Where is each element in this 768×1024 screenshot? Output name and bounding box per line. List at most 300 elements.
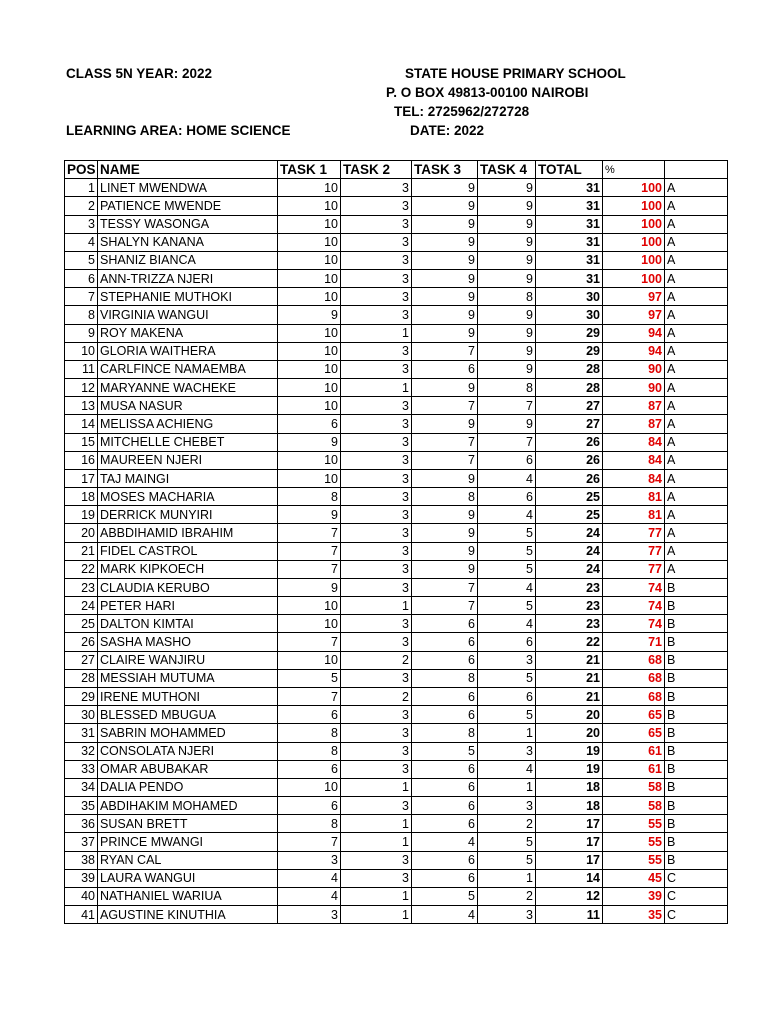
row-task2-score: 1	[341, 887, 412, 905]
row-task2-score: 3	[341, 197, 412, 215]
table-row	[65, 633, 728, 651]
column-header-grade	[665, 161, 728, 179]
row-student-name: SHANIZ BIANCA	[98, 251, 278, 269]
row-total-score: 24	[536, 524, 603, 542]
row-student-name: MESSIAH MUTUMA	[98, 669, 278, 687]
row-task4-score: 7	[478, 397, 536, 415]
row-percent: 58	[603, 778, 665, 796]
row-student-name: MUSA NASUR	[98, 397, 278, 415]
row-percent: 68	[603, 687, 665, 705]
table-row	[65, 360, 728, 378]
row-grade: A	[665, 360, 728, 378]
row-task4-score: 9	[478, 360, 536, 378]
row-task3-score: 9	[412, 379, 478, 397]
row-student-name: FIDEL CASTROL	[98, 542, 278, 560]
row-student-name: BLESSED MBUGUA	[98, 706, 278, 724]
row-percent: 58	[603, 797, 665, 815]
row-task2-score: 1	[341, 379, 412, 397]
row-percent: 84	[603, 451, 665, 469]
row-student-name: DALIA PENDO	[98, 778, 278, 796]
table-row	[65, 833, 728, 851]
row-task2-score: 3	[341, 342, 412, 360]
row-percent: 100	[603, 197, 665, 215]
row-task2-score: 3	[341, 706, 412, 724]
row-task1-score: 10	[278, 397, 341, 415]
row-task2-score: 3	[341, 669, 412, 687]
row-percent: 55	[603, 833, 665, 851]
column-header-task1: TASK 1	[278, 161, 341, 179]
row-task4-score: 5	[478, 542, 536, 560]
row-task4-score: 3	[478, 906, 536, 924]
row-total-score: 11	[536, 906, 603, 924]
row-task4-score: 3	[478, 797, 536, 815]
row-grade: A	[665, 488, 728, 506]
row-total-score: 24	[536, 560, 603, 578]
row-grade: B	[665, 760, 728, 778]
row-student-name: ANN-TRIZZA NJERI	[98, 270, 278, 288]
row-total-score: 25	[536, 506, 603, 524]
row-grade: A	[665, 306, 728, 324]
row-task1-score: 10	[278, 342, 341, 360]
row-task2-score: 1	[341, 906, 412, 924]
row-task2-score: 3	[341, 433, 412, 451]
row-task4-score: 9	[478, 197, 536, 215]
row-task2-score: 1	[341, 815, 412, 833]
row-position: 13	[65, 397, 98, 415]
row-percent: 74	[603, 578, 665, 596]
table-row	[65, 560, 728, 578]
row-task2-score: 3	[341, 760, 412, 778]
row-task1-score: 10	[278, 778, 341, 796]
row-task4-score: 8	[478, 288, 536, 306]
row-task3-score: 6	[412, 687, 478, 705]
row-student-name: MARK KIPKOECH	[98, 560, 278, 578]
row-task3-score: 5	[412, 887, 478, 905]
row-student-name: LAURA WANGUI	[98, 869, 278, 887]
row-task3-score: 6	[412, 633, 478, 651]
row-student-name: CLAUDIA KERUBO	[98, 578, 278, 596]
row-percent: 90	[603, 360, 665, 378]
row-task3-score: 6	[412, 869, 478, 887]
row-task2-score: 1	[341, 324, 412, 342]
row-total-score: 21	[536, 651, 603, 669]
row-task4-score: 9	[478, 342, 536, 360]
row-task2-score: 3	[341, 306, 412, 324]
table-row	[65, 887, 728, 905]
row-grade: B	[665, 851, 728, 869]
row-percent: 45	[603, 869, 665, 887]
row-position: 18	[65, 488, 98, 506]
row-task4-score: 4	[478, 615, 536, 633]
row-position: 21	[65, 542, 98, 560]
row-task1-score: 7	[278, 833, 341, 851]
row-student-name: TESSY WASONGA	[98, 215, 278, 233]
row-position: 41	[65, 906, 98, 924]
row-task4-score: 6	[478, 488, 536, 506]
row-task3-score: 5	[412, 742, 478, 760]
row-task2-score: 3	[341, 869, 412, 887]
row-task3-score: 8	[412, 488, 478, 506]
row-total-score: 24	[536, 542, 603, 560]
row-task2-score: 3	[341, 451, 412, 469]
row-student-name: PETER HARI	[98, 597, 278, 615]
row-task4-score: 9	[478, 415, 536, 433]
row-task3-score: 7	[412, 578, 478, 596]
row-percent: 61	[603, 742, 665, 760]
table-row	[65, 433, 728, 451]
row-student-name: MAUREEN NJERI	[98, 451, 278, 469]
row-task3-score: 8	[412, 669, 478, 687]
row-total-score: 19	[536, 760, 603, 778]
row-task2-score: 1	[341, 597, 412, 615]
row-position: 37	[65, 833, 98, 851]
row-student-name: PRINCE MWANGI	[98, 833, 278, 851]
row-position: 19	[65, 506, 98, 524]
row-total-score: 17	[536, 815, 603, 833]
row-percent: 100	[603, 179, 665, 197]
row-grade: B	[665, 615, 728, 633]
row-percent: 87	[603, 415, 665, 433]
row-total-score: 25	[536, 488, 603, 506]
row-task2-score: 3	[341, 469, 412, 487]
row-percent: 39	[603, 887, 665, 905]
row-task3-score: 9	[412, 197, 478, 215]
column-header-percent: %	[603, 161, 665, 179]
row-total-score: 12	[536, 887, 603, 905]
row-position: 25	[65, 615, 98, 633]
row-student-name: ABDIHAKIM MOHAMED	[98, 797, 278, 815]
row-task2-score: 3	[341, 397, 412, 415]
table-row	[65, 797, 728, 815]
row-student-name: VIRGINIA WANGUI	[98, 306, 278, 324]
row-student-name: DERRICK MUNYIRI	[98, 506, 278, 524]
row-task2-score: 3	[341, 360, 412, 378]
row-task1-score: 10	[278, 197, 341, 215]
table-row	[65, 815, 728, 833]
row-task4-score: 4	[478, 469, 536, 487]
row-task3-score: 6	[412, 760, 478, 778]
row-student-name: CLAIRE WANJIRU	[98, 651, 278, 669]
row-total-score: 29	[536, 342, 603, 360]
table-row	[65, 506, 728, 524]
row-task4-score: 9	[478, 324, 536, 342]
row-task3-score: 6	[412, 797, 478, 815]
table-row	[65, 379, 728, 397]
row-task1-score: 3	[278, 851, 341, 869]
row-position: 26	[65, 633, 98, 651]
row-task1-score: 10	[278, 179, 341, 197]
row-total-score: 30	[536, 288, 603, 306]
row-task4-score: 9	[478, 251, 536, 269]
row-position: 28	[65, 669, 98, 687]
school-telephone: TEL: 2725962/272728	[394, 104, 530, 119]
row-percent: 97	[603, 288, 665, 306]
row-task2-score: 3	[341, 288, 412, 306]
row-task2-score: 3	[341, 742, 412, 760]
row-grade: A	[665, 524, 728, 542]
row-task4-score: 9	[478, 179, 536, 197]
row-total-score: 21	[536, 687, 603, 705]
table-row	[65, 488, 728, 506]
row-grade: B	[665, 797, 728, 815]
row-total-score: 23	[536, 615, 603, 633]
row-task1-score: 4	[278, 887, 341, 905]
table-row	[65, 706, 728, 724]
learning-area-label: LEARNING AREA: HOME SCIENCE	[66, 123, 291, 138]
row-position: 38	[65, 851, 98, 869]
row-grade: A	[665, 324, 728, 342]
row-percent: 84	[603, 469, 665, 487]
row-task3-score: 6	[412, 615, 478, 633]
row-task1-score: 10	[278, 651, 341, 669]
row-student-name: IRENE MUTHONI	[98, 687, 278, 705]
column-header-total: TOTAL	[536, 161, 603, 179]
row-percent: 100	[603, 233, 665, 251]
row-student-name: CARLFINCE NAMAEMBA	[98, 360, 278, 378]
row-grade: B	[665, 778, 728, 796]
row-percent: 94	[603, 342, 665, 360]
row-total-score: 31	[536, 197, 603, 215]
table-row	[65, 651, 728, 669]
row-student-name: MITCHELLE CHEBET	[98, 433, 278, 451]
row-student-name: SUSAN BRETT	[98, 815, 278, 833]
row-task1-score: 10	[278, 251, 341, 269]
row-student-name: DALTON KIMTAI	[98, 615, 278, 633]
row-student-name: MELISSA ACHIENG	[98, 415, 278, 433]
row-student-name: GLORIA WAITHERA	[98, 342, 278, 360]
row-task3-score: 9	[412, 251, 478, 269]
row-percent: 65	[603, 706, 665, 724]
table-row	[65, 233, 728, 251]
row-percent: 71	[603, 633, 665, 651]
row-task2-score: 3	[341, 270, 412, 288]
row-student-name: NATHANIEL WARIUA	[98, 887, 278, 905]
row-task1-score: 6	[278, 760, 341, 778]
row-task2-score: 3	[341, 233, 412, 251]
row-position: 34	[65, 778, 98, 796]
row-task3-score: 7	[412, 451, 478, 469]
row-task1-score: 9	[278, 578, 341, 596]
row-total-score: 27	[536, 397, 603, 415]
row-task3-score: 8	[412, 724, 478, 742]
row-task4-score: 1	[478, 869, 536, 887]
row-task4-score: 3	[478, 651, 536, 669]
row-task3-score: 6	[412, 778, 478, 796]
row-task3-score: 9	[412, 288, 478, 306]
row-student-name: MARYANNE WACHEKE	[98, 379, 278, 397]
row-task1-score: 10	[278, 597, 341, 615]
row-grade: B	[665, 669, 728, 687]
row-grade: A	[665, 469, 728, 487]
row-task4-score: 1	[478, 724, 536, 742]
row-grade: B	[665, 597, 728, 615]
row-task1-score: 10	[278, 615, 341, 633]
row-total-score: 22	[536, 633, 603, 651]
row-student-name: TAJ MAINGI	[98, 469, 278, 487]
row-percent: 81	[603, 506, 665, 524]
column-header-name: NAME	[98, 161, 278, 179]
row-grade: C	[665, 887, 728, 905]
row-total-score: 20	[536, 724, 603, 742]
row-task1-score: 5	[278, 669, 341, 687]
row-task3-score: 9	[412, 324, 478, 342]
row-percent: 77	[603, 560, 665, 578]
row-task1-score: 9	[278, 306, 341, 324]
row-grade: A	[665, 379, 728, 397]
row-percent: 55	[603, 815, 665, 833]
row-task4-score: 1	[478, 778, 536, 796]
row-position: 39	[65, 869, 98, 887]
row-grade: A	[665, 270, 728, 288]
row-total-score: 29	[536, 324, 603, 342]
row-total-score: 18	[536, 778, 603, 796]
row-task2-score: 1	[341, 833, 412, 851]
school-name: STATE HOUSE PRIMARY SCHOOL	[405, 66, 626, 81]
row-grade: A	[665, 397, 728, 415]
row-student-name: LINET MWENDWA	[98, 179, 278, 197]
school-po-box: P. O BOX 49813-00100 NAIROBI	[386, 85, 589, 100]
row-grade: A	[665, 415, 728, 433]
row-grade: A	[665, 215, 728, 233]
row-task1-score: 10	[278, 270, 341, 288]
row-total-score: 23	[536, 578, 603, 596]
table-row	[65, 342, 728, 360]
row-task3-score: 6	[412, 815, 478, 833]
row-position: 5	[65, 251, 98, 269]
row-total-score: 26	[536, 451, 603, 469]
row-total-score: 17	[536, 851, 603, 869]
row-total-score: 19	[536, 742, 603, 760]
row-position: 7	[65, 288, 98, 306]
row-student-name: AGUSTINE KINUTHIA	[98, 906, 278, 924]
row-task4-score: 3	[478, 742, 536, 760]
row-position: 29	[65, 687, 98, 705]
column-header-pos: POS	[65, 161, 98, 179]
row-position: 14	[65, 415, 98, 433]
row-task1-score: 10	[278, 469, 341, 487]
row-position: 11	[65, 360, 98, 378]
row-task3-score: 7	[412, 397, 478, 415]
row-percent: 35	[603, 906, 665, 924]
row-task1-score: 10	[278, 233, 341, 251]
row-total-score: 18	[536, 797, 603, 815]
row-task4-score: 5	[478, 851, 536, 869]
row-task2-score: 2	[341, 651, 412, 669]
row-task3-score: 9	[412, 506, 478, 524]
row-total-score: 28	[536, 379, 603, 397]
row-task1-score: 10	[278, 324, 341, 342]
row-percent: 84	[603, 433, 665, 451]
column-header-task3: TASK 3	[412, 161, 478, 179]
row-task1-score: 10	[278, 360, 341, 378]
row-task3-score: 6	[412, 706, 478, 724]
column-header-task2: TASK 2	[341, 161, 412, 179]
row-grade: C	[665, 869, 728, 887]
row-task1-score: 8	[278, 488, 341, 506]
table-row	[65, 397, 728, 415]
row-student-name: CONSOLATA NJERI	[98, 742, 278, 760]
row-task2-score: 3	[341, 506, 412, 524]
row-percent: 74	[603, 597, 665, 615]
row-grade: C	[665, 906, 728, 924]
row-grade: B	[665, 724, 728, 742]
row-position: 22	[65, 560, 98, 578]
row-grade: A	[665, 433, 728, 451]
row-task2-score: 3	[341, 633, 412, 651]
row-task4-score: 2	[478, 887, 536, 905]
row-task4-score: 5	[478, 833, 536, 851]
row-position: 10	[65, 342, 98, 360]
row-task4-score: 9	[478, 215, 536, 233]
row-percent: 68	[603, 651, 665, 669]
row-total-score: 14	[536, 869, 603, 887]
row-task3-score: 7	[412, 342, 478, 360]
row-task1-score: 7	[278, 542, 341, 560]
row-task1-score: 10	[278, 288, 341, 306]
row-total-score: 17	[536, 833, 603, 851]
row-total-score: 21	[536, 669, 603, 687]
row-task2-score: 3	[341, 560, 412, 578]
row-task3-score: 6	[412, 851, 478, 869]
row-task1-score: 10	[278, 379, 341, 397]
row-task1-score: 8	[278, 742, 341, 760]
row-student-name: RYAN CAL	[98, 851, 278, 869]
row-task4-score: 5	[478, 706, 536, 724]
row-total-score: 31	[536, 179, 603, 197]
row-position: 23	[65, 578, 98, 596]
row-position: 4	[65, 233, 98, 251]
table-row	[65, 760, 728, 778]
row-grade: B	[665, 633, 728, 651]
row-percent: 81	[603, 488, 665, 506]
row-position: 24	[65, 597, 98, 615]
table-row	[65, 324, 728, 342]
row-position: 1	[65, 179, 98, 197]
row-task2-score: 3	[341, 851, 412, 869]
row-task3-score: 7	[412, 597, 478, 615]
row-grade: A	[665, 506, 728, 524]
row-task3-score: 9	[412, 306, 478, 324]
row-task2-score: 3	[341, 488, 412, 506]
row-student-name: ABBDIHAMID IBRAHIM	[98, 524, 278, 542]
table-row	[65, 197, 728, 215]
row-grade: B	[665, 578, 728, 596]
date-label: DATE: 2022	[410, 123, 485, 138]
row-percent: 55	[603, 851, 665, 869]
row-task2-score: 3	[341, 542, 412, 560]
table-row	[65, 288, 728, 306]
row-position: 30	[65, 706, 98, 724]
row-total-score: 20	[536, 706, 603, 724]
row-percent: 65	[603, 724, 665, 742]
row-position: 27	[65, 651, 98, 669]
table-row	[65, 270, 728, 288]
row-task3-score: 9	[412, 415, 478, 433]
row-grade: A	[665, 560, 728, 578]
row-task4-score: 5	[478, 560, 536, 578]
row-task4-score: 4	[478, 760, 536, 778]
row-task1-score: 7	[278, 687, 341, 705]
row-task2-score: 2	[341, 687, 412, 705]
row-task4-score: 8	[478, 379, 536, 397]
row-task3-score: 4	[412, 906, 478, 924]
row-grade: A	[665, 197, 728, 215]
row-position: 20	[65, 524, 98, 542]
row-student-name: OMAR ABUBAKAR	[98, 760, 278, 778]
table-row	[65, 724, 728, 742]
row-task4-score: 9	[478, 270, 536, 288]
row-position: 33	[65, 760, 98, 778]
